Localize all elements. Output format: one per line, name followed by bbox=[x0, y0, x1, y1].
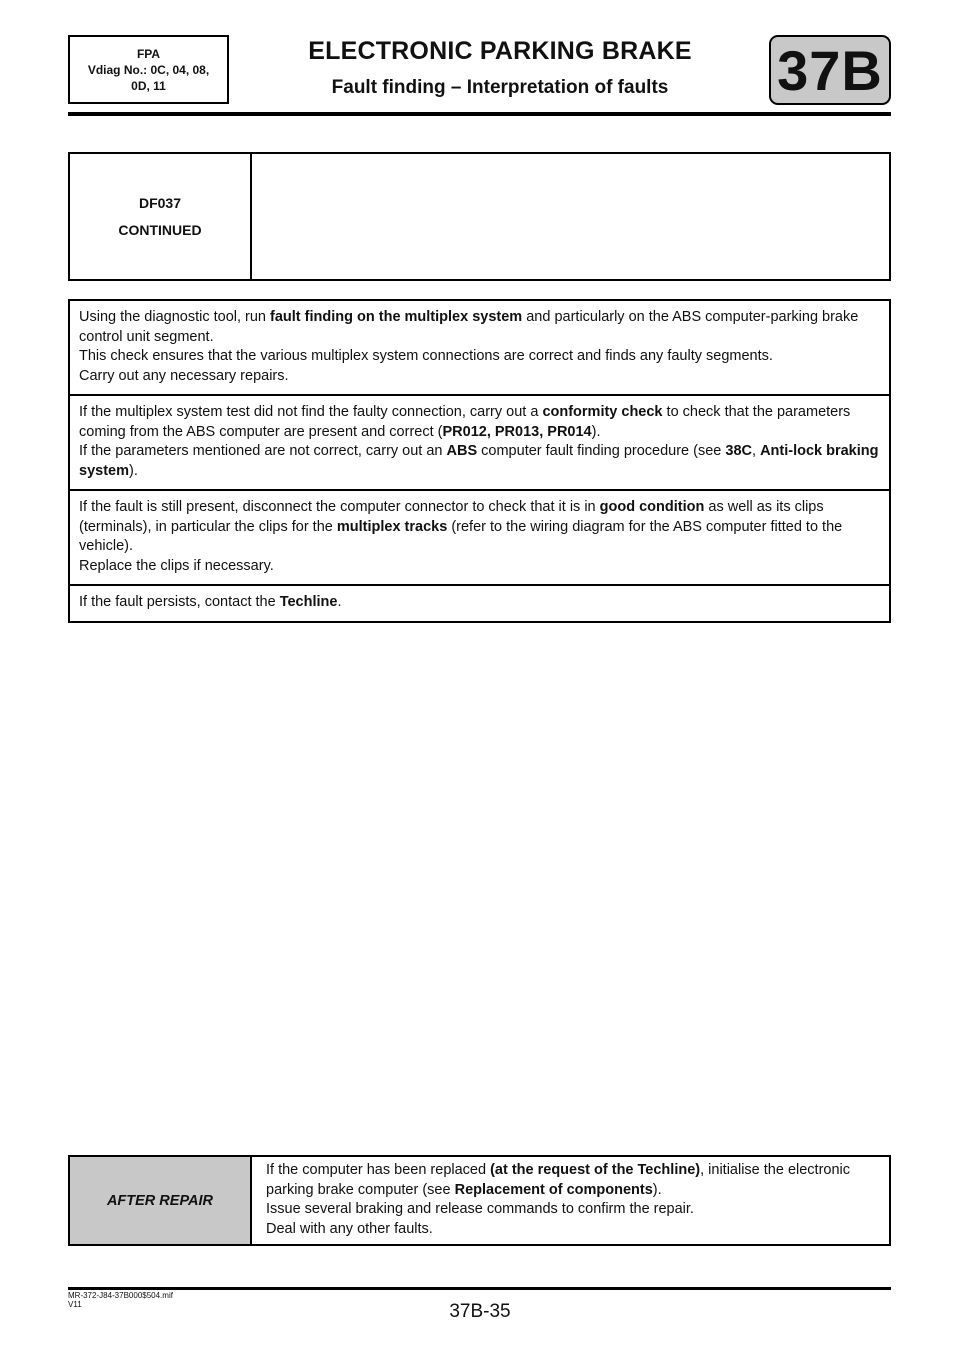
procedure-table bbox=[68, 299, 891, 623]
text-run: This check ensures that the various multiplex system connections are correct and finds any faulty segments. bbox=[79, 348, 773, 364]
text-run: If the multiplex system test did not find the faulty connection, carry out a bbox=[79, 404, 543, 420]
vehicle-line-2: Vdiag No.: 0C, 04, 08, bbox=[87, 62, 210, 77]
document-version: V11 bbox=[68, 1300, 82, 1309]
emphasis-text: (at the request of the Techline) bbox=[490, 1162, 701, 1178]
text-run: ). bbox=[128, 462, 138, 479]
text-run: , bbox=[752, 443, 761, 459]
emphasis-text: good condition bbox=[599, 499, 705, 515]
procedure-step bbox=[70, 491, 889, 586]
text-run: and particularly on the ABS computer-parking brake control unit segment. bbox=[79, 309, 859, 345]
procedure-step bbox=[70, 586, 889, 621]
page-title: ELECTRONIC PARKING BRAKE bbox=[308, 37, 692, 65]
text-run: Carry out any necessary repairs. bbox=[79, 367, 289, 384]
header-divider bbox=[68, 112, 891, 116]
text-run: ). bbox=[591, 423, 601, 440]
vehicle-line-1: FPA bbox=[136, 46, 161, 61]
text-run: , initialise the electronic parking brake computer (see bbox=[266, 1162, 851, 1198]
vehicle-applicability-box bbox=[68, 35, 229, 104]
fault-status: CONTINUED bbox=[118, 221, 202, 238]
text-run: Using the diagnostic tool, run bbox=[79, 309, 271, 325]
text-run: Deal with any other faults. bbox=[266, 1220, 433, 1237]
emphasis-text: multiplex tracks bbox=[336, 518, 448, 535]
emphasis-text: ABS bbox=[446, 443, 478, 459]
text-run: to check that the parameters coming from the ABS computer are present and correct ( bbox=[79, 404, 851, 440]
text-run: If the fault persists, contact the bbox=[79, 594, 280, 610]
fault-id-cell bbox=[70, 154, 252, 279]
text-run: If the fault is still present, disconnect the computer connector to check that it is in bbox=[79, 499, 600, 515]
fault-code: DF037 bbox=[138, 194, 182, 211]
emphasis-text: PR012, PR013, PR014 bbox=[442, 423, 592, 440]
text-run: as well as its clips (terminals), in particular the clips for the bbox=[79, 499, 824, 535]
text-run: (refer to the wiring diagram for the ABS computer fitted to the vehicle). bbox=[79, 518, 843, 554]
document-reference: MR-372-J84-37B000$504.mif bbox=[68, 1291, 173, 1300]
text-run: If the computer has been replaced bbox=[266, 1162, 491, 1178]
page-number: 37B-35 bbox=[449, 1301, 511, 1322]
after-repair-box bbox=[68, 1155, 891, 1246]
procedure-step bbox=[70, 396, 889, 491]
text-run: Issue several braking and release commands to confirm the repair. bbox=[266, 1201, 694, 1217]
vehicle-line-3: 0D, 11 bbox=[131, 78, 166, 93]
procedure-step bbox=[70, 301, 889, 396]
emphasis-text: Techline bbox=[279, 594, 338, 610]
emphasis-text: 38C bbox=[725, 443, 752, 459]
page-subtitle: Fault finding – Interpretation of faults bbox=[331, 77, 669, 98]
after-repair-text bbox=[252, 1157, 889, 1244]
text-run: ). bbox=[652, 1181, 662, 1198]
text-run: Replace the clips if necessary. bbox=[79, 557, 274, 574]
emphasis-text: fault finding on the multiplex system bbox=[270, 309, 523, 325]
footer-divider bbox=[68, 1287, 891, 1290]
text-run: If the parameters mentioned are not correct, carry out an bbox=[79, 443, 447, 459]
text-run: . bbox=[337, 594, 342, 610]
emphasis-text: Replacement of components bbox=[454, 1181, 653, 1198]
emphasis-text: Anti-lock braking system bbox=[79, 443, 879, 479]
section-code-badge: 37B bbox=[769, 35, 891, 105]
text-run: computer fault finding procedure (see bbox=[477, 443, 726, 459]
emphasis-text: conformity check bbox=[542, 404, 663, 420]
fault-identification-box bbox=[68, 152, 891, 281]
after-repair-label: AFTER REPAIR bbox=[70, 1157, 252, 1244]
